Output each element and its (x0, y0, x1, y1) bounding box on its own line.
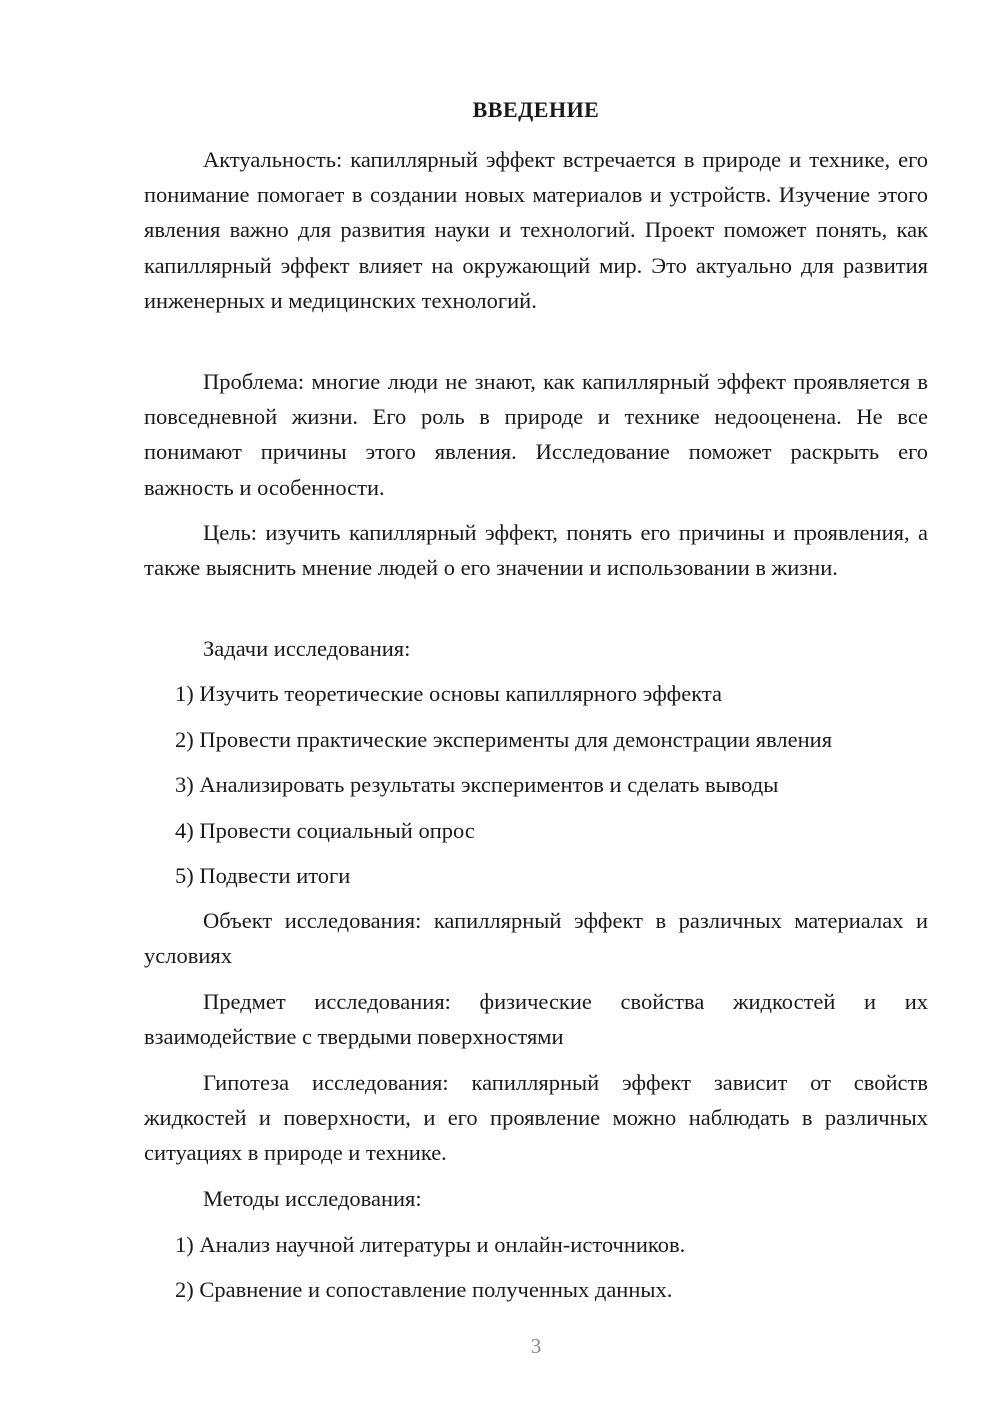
page-title: ВВЕДЕНИЕ (472, 97, 600, 122)
task-item-4: 4) Провести социальный опрос (175, 818, 475, 843)
task-item-5: 5) Подвести итоги (175, 863, 351, 888)
document-page (144, 0, 928, 1414)
subject-paragraph: Предмет исследования: физические свойства жидкостей и их взаимодействие с твердыми поверхностями (144, 989, 928, 1050)
object-paragraph: Объект исследования: капиллярный эффект в различных материалах и условиях (144, 908, 928, 969)
methods-heading: Методы исследования: (203, 1186, 422, 1211)
problem-paragraph: Проблема: многие люди не знают, как капиллярный эффект проявляется в повседневной жизни. Его роль в природе и технике недооценена. Не все понимают причины этого явления. Исследование поможет раскрыть его важность и особенности. (144, 369, 928, 500)
task-item-3: 3) Анализировать результаты экспериментов и сделать выводы (175, 772, 779, 797)
goal-paragraph: Цель: изучить капиллярный эффект, понять его причины и проявления, а также выяснить мнение людей о его значении и использовании в жизни. (144, 520, 928, 581)
page-number: 3 (530, 1334, 542, 1358)
tasks-heading: Задачи исследования: (203, 636, 411, 661)
relevance-paragraph: Актуальность: капиллярный эффект встречается в природе и технике, его понимание помогает в создании новых материалов и устройств. Изучение этого явления важно для развития науки и технологий. Проект поможет понять, как капиллярный эффект влияет на окружающий мир. Это актуально для развития инженерных и медицинских технологий. (144, 147, 928, 313)
method-item-1: 1) Анализ научной литературы и онлайн-источников. (175, 1232, 686, 1257)
task-item-1: 1) Изучить теоретические основы капиллярного эффекта (175, 681, 722, 706)
method-item-2: 2) Сравнение и сопоставление полученных данных. (175, 1277, 673, 1302)
task-item-2: 2) Провести практические эксперименты для демонстрации явления (175, 727, 833, 752)
hypothesis-paragraph: Гипотеза исследования: капиллярный эффект зависит от свойств жидкостей и поверхности, и его проявление можно наблюдать в различных ситуациях в природе и технике. (144, 1070, 928, 1166)
